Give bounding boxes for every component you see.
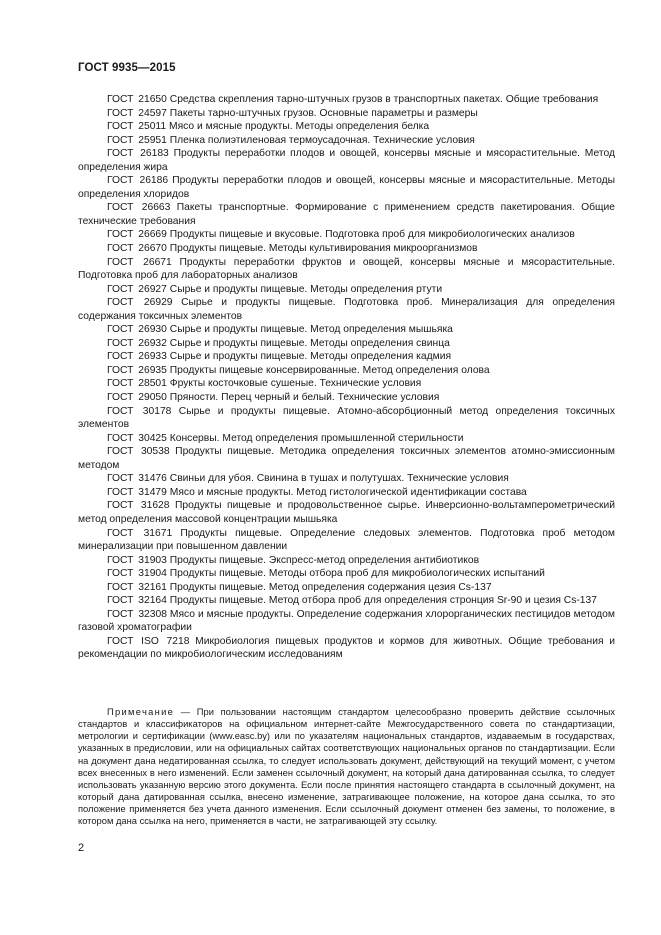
reference-item bbox=[78, 228, 615, 242]
reference-title: Пакеты тарно-штучных грузов. Основные параметры и размеры bbox=[169, 107, 478, 119]
reference-item bbox=[78, 350, 615, 364]
reference-title: Мясо и мясные продукты. Определение содержания хлорорганических пестицидов методом газовой хроматографии bbox=[78, 608, 615, 634]
reference-code: ГОСТ 30538 bbox=[107, 446, 170, 458]
reference-title: Продукты пищевые. Метод определения содержания цезия Cs-137 bbox=[169, 581, 492, 593]
normative-references-list bbox=[78, 93, 615, 662]
reference-title: Микробиология пищевых продуктов и кормов для животных. Общие требования и рекомендации по микробиологическим исследованиям bbox=[78, 635, 615, 661]
reference-title: Продукты пищевые. Метод отбора проб для определения стронция Sr-90 и цезия Cs-137 bbox=[169, 595, 597, 607]
reference-item bbox=[78, 472, 615, 486]
page-number: 2 bbox=[78, 842, 85, 854]
reference-code: ГОСТ 32161 bbox=[107, 581, 167, 593]
reference-item bbox=[78, 608, 615, 635]
reference-title: Мясо и мясные продукты. Методы определения белка bbox=[169, 121, 430, 133]
reference-title: Продукты пищевые. Методы культивирования микроорганизмов bbox=[169, 243, 478, 255]
reference-item bbox=[78, 527, 615, 554]
reference-code: ГОСТ 31628 bbox=[107, 500, 170, 512]
reference-code: ГОСТ ISO 7218 bbox=[107, 635, 190, 647]
reference-title: Продукты пищевые. Методика определения токсичных элементов атомно-эмиссионным методом bbox=[78, 446, 615, 471]
reference-code: ГОСТ 30425 bbox=[107, 432, 167, 444]
reference-title: Средства скрепления тарно-штучных грузов в транспортных пакетах. Общие требования bbox=[169, 94, 599, 105]
note-label: Примечание bbox=[107, 707, 175, 717]
reference-code: ГОСТ 30178 bbox=[107, 405, 172, 417]
reference-code: ГОСТ 25951 bbox=[107, 134, 167, 146]
reference-item bbox=[78, 581, 615, 595]
reference-item bbox=[78, 635, 615, 662]
reference-item bbox=[78, 107, 615, 121]
reference-title: Сырье и продукты пищевые. Методы определения свинца bbox=[169, 337, 450, 349]
reference-item bbox=[78, 432, 615, 446]
reference-title: Сырье и продукты пищевые. Подготовка проб. Минерализация для определения содержания токсичных элементов bbox=[78, 297, 615, 322]
reference-code: ГОСТ 26670 bbox=[107, 243, 167, 255]
reference-code: ГОСТ 28501 bbox=[107, 378, 167, 390]
reference-item bbox=[78, 337, 615, 351]
reference-title: Мясо и мясные продукты. Метод гистологической идентификации состава bbox=[169, 486, 527, 498]
reference-code: ГОСТ 24597 bbox=[107, 107, 167, 119]
reference-title: Пленка полиэтиленовая термоусадочная. Технические условия bbox=[169, 134, 475, 146]
reference-item bbox=[78, 283, 615, 297]
reference-title: Консервы. Метод определения промышленной стерильности bbox=[169, 432, 464, 444]
reference-item bbox=[78, 174, 615, 201]
reference-title: Пакеты транспортные. Формирование с применением средств пакетирования. Общие технические требования bbox=[78, 202, 615, 227]
reference-item bbox=[78, 201, 615, 228]
reference-code: ГОСТ 21650 bbox=[107, 94, 167, 105]
reference-item bbox=[78, 242, 615, 256]
reference-item bbox=[78, 93, 615, 107]
reference-item bbox=[78, 120, 615, 134]
note-paragraph bbox=[78, 706, 615, 828]
reference-title: Продукты переработки плодов и овощей, консервы мясные и мясорастительные. Метод определения жира bbox=[78, 148, 615, 173]
reference-item bbox=[78, 364, 615, 378]
reference-code: ГОСТ 26933 bbox=[107, 351, 167, 363]
reference-code: ГОСТ 31476 bbox=[107, 473, 167, 485]
reference-item bbox=[78, 323, 615, 337]
reference-title: Пряности. Перец черный и белый. Технические условия bbox=[169, 392, 440, 404]
reference-item bbox=[78, 405, 615, 432]
reference-title: Продукты пищевые. Экспресс-метод определения антибиотиков bbox=[169, 554, 480, 566]
reference-code: ГОСТ 31671 bbox=[107, 527, 173, 539]
reference-code: ГОСТ 26671 bbox=[107, 256, 172, 268]
reference-code: ГОСТ 25011 bbox=[107, 121, 167, 133]
reference-code: ГОСТ 26929 bbox=[107, 297, 173, 309]
reference-title: Сырье и продукты пищевые. Атомно-абсорбционный метод определения токсичных элементов bbox=[78, 405, 615, 431]
reference-title: Фрукты косточковые сушеные. Технические условия bbox=[169, 378, 422, 390]
reference-code: ГОСТ 31904 bbox=[107, 568, 167, 580]
reference-title: Продукты пищевые и продовольственное сырье. Инверсионно-вольтамперометрический метод определения массовой концентрации мышьяка bbox=[78, 500, 615, 525]
reference-item bbox=[78, 296, 615, 323]
reference-code: ГОСТ 26935 bbox=[107, 364, 167, 376]
reference-title: Сырье и продукты пищевые. Метод определения мышьяка bbox=[169, 324, 453, 336]
reference-code: ГОСТ 26669 bbox=[107, 229, 167, 241]
reference-title: Продукты пищевые консервированные. Метод определения олова bbox=[169, 364, 490, 376]
reference-title: Свиньи для убоя. Свинина в тушах и полутушах. Технические условия bbox=[169, 473, 509, 485]
reference-code: ГОСТ 26186 bbox=[107, 175, 169, 187]
note-text: — При пользовании настоящим стандартом целесообразно проверить действие ссылочных стандартов и классификаторов на официальном интернет-сайте Межгосударственного совета по стандартизации, метрологии и сертификации (www.easc.by) или по указателям национальных стандартов, издаваемым в государствах, указанных в предисловии, или на официальных сайтах соответствующих национальных органов по стандартизации. Если на документ дана недатированная ссылка, то следует использовать документ, действующий на текущий момент, с учетом всех внесенных в него изменений. Если заменен ссылочный документ, на который дана датированная ссылка, то следует использовать указанную версию этого документа. Если после принятия настоящего стандарта в ссылочный документ, на который дана датированная ссылка, внесено изменение, затрагивающее положение, на которое дана ссылка, то это положение применяется без учета данного изменения. Если ссылочный документ отменен без замены, то положение, в котором дана ссылка на него, применяется в части, не затрагивающей эту ссылку. bbox=[78, 707, 615, 827]
reference-title: Сырье и продукты пищевые. Методы определения кадмия bbox=[169, 351, 452, 363]
reference-title: Продукты пищевые. Методы отбора проб для микробиологических испытаний bbox=[169, 568, 545, 580]
reference-code: ГОСТ 32164 bbox=[107, 595, 167, 607]
reference-code: ГОСТ 31479 bbox=[107, 486, 167, 498]
reference-item bbox=[78, 567, 615, 581]
reference-item bbox=[78, 391, 615, 405]
reference-code: ГОСТ 26930 bbox=[107, 324, 167, 336]
reference-title: Продукты переработки плодов и овощей, консервы мясные и мясорастительные. Методы определения хлоридов bbox=[78, 175, 615, 200]
reference-title: Сырье и продукты пищевые. Методы определения ртути bbox=[169, 283, 443, 295]
reference-item bbox=[78, 486, 615, 500]
reference-code: ГОСТ 26183 bbox=[107, 148, 169, 160]
reference-item bbox=[78, 134, 615, 148]
reference-title: Продукты переработки фруктов и овощей, консервы мясные и мясорастительные. Подготовка проб для лабораторных анализов bbox=[78, 256, 615, 282]
reference-item bbox=[78, 256, 615, 283]
reference-item bbox=[78, 594, 615, 608]
reference-code: ГОСТ 26932 bbox=[107, 337, 167, 349]
reference-code: ГОСТ 32308 bbox=[107, 608, 167, 620]
reference-item bbox=[78, 554, 615, 568]
reference-code: ГОСТ 31903 bbox=[107, 554, 167, 566]
reference-code: ГОСТ 26927 bbox=[107, 283, 167, 295]
document-header: ГОСТ 9935—2015 bbox=[78, 62, 176, 74]
reference-item bbox=[78, 445, 615, 472]
reference-code: ГОСТ 29050 bbox=[107, 392, 167, 404]
reference-item bbox=[78, 377, 615, 391]
reference-code: ГОСТ 26663 bbox=[107, 202, 171, 214]
reference-item bbox=[78, 147, 615, 174]
reference-item bbox=[78, 499, 615, 526]
reference-title: Продукты пищевые и вкусовые. Подготовка проб для микробиологических анализов bbox=[169, 229, 575, 241]
reference-title: Продукты пищевые. Определение следовых элементов. Подготовка проб методом минерализации при повышенном давлении bbox=[78, 527, 615, 553]
